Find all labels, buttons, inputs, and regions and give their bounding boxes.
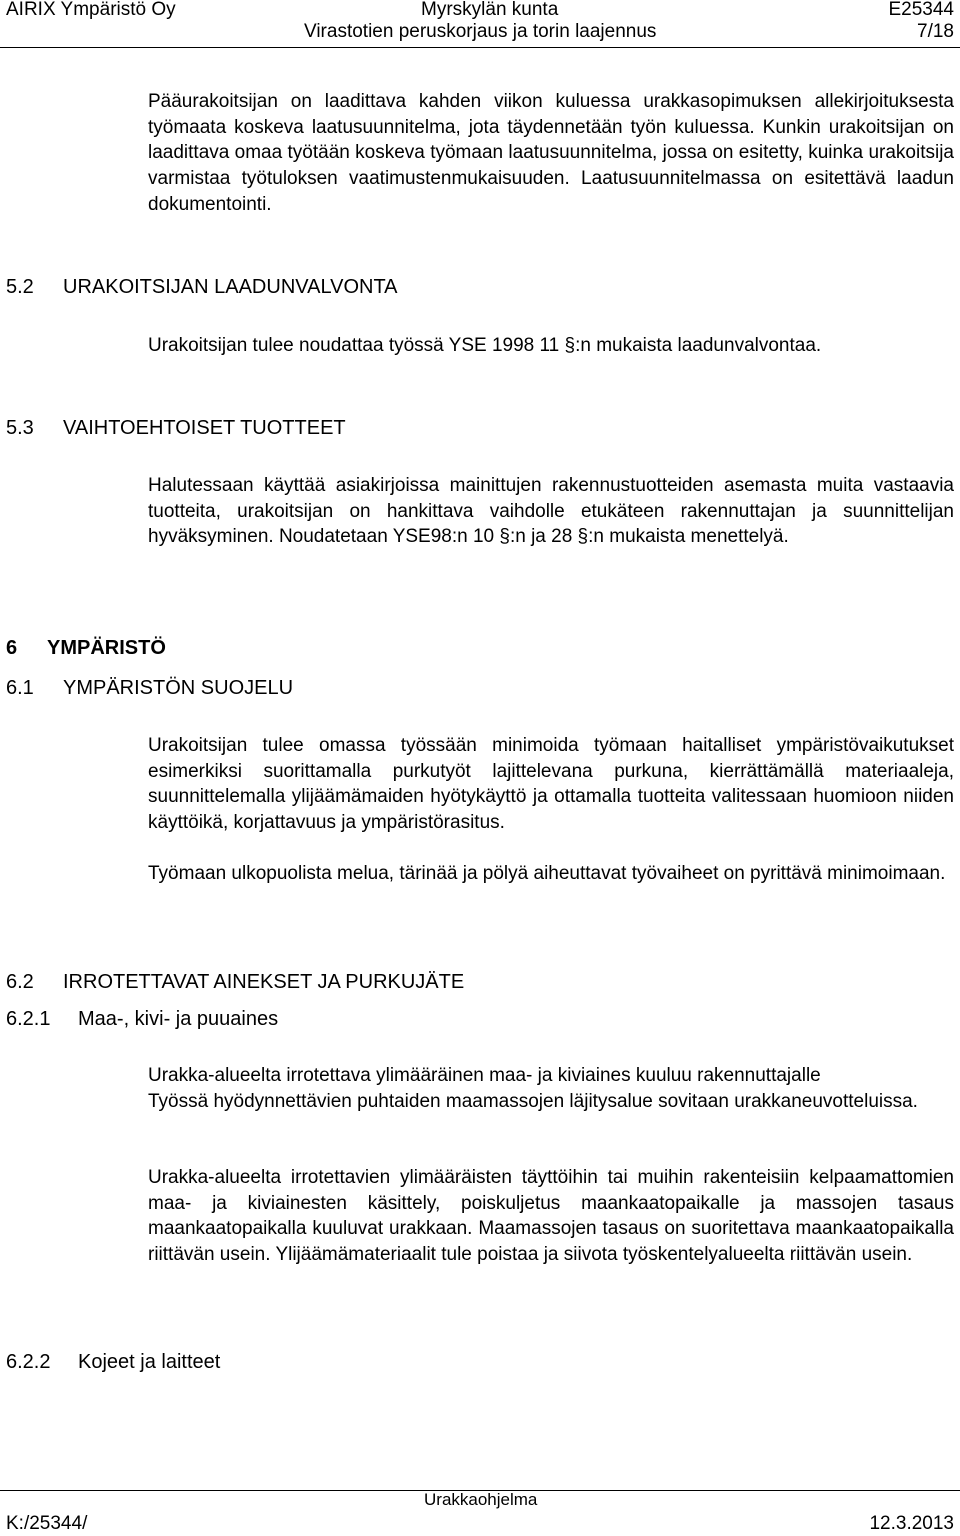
- header-project-title: Virastotien peruskorjaus ja torin laajennus: [304, 21, 657, 42]
- section-5-3-text: Halutessaan käyttää asiakirjoissa mainittujen rakennustuotteiden asemasta muita vastaavia tuotteita, urakoitsijan on hankittava vaihdolle etukäteen rakennuttajan ja suunnittelijan hyväksyminen. Noudatetaan YSE98:n 10 §:n ja 28 §:n mukaista menettelyä.: [148, 475, 954, 548]
- section-6-2-1-title: Maa-, kivi- ja puuaines: [78, 1008, 279, 1030]
- section-6-2-number: 6.2: [6, 971, 34, 993]
- header-municipality: Myrskylän kunta: [421, 0, 559, 20]
- footer-date: 12.3.2013: [869, 1513, 954, 1534]
- section-5-3-number: 5.3: [6, 417, 34, 439]
- section-6-2-1-text-1-line-2: Työssä hyödynnettävien puhtaiden maamassojen läjitysalue sovitaan urakkaneuvotteluissa.: [148, 1091, 918, 1112]
- intro-paragraph: Pääurakoitsijan on laadittava kahden viikon kuluessa urakkasopimuksen allekirjoituksesta työmaata koskeva laatusuunnitelma, jota täydennetään työn kuluessa. Kunkin urakoitsijan on laadittava omaa työtään koskeva työmaan laatusuunnitelma, jossa on esitetty, kuinka urakoitsija varmistaa työtuloksen vaatimustenmukaisuuden. Laatusuunnitelmassa on esitettävä laadun dokumentointi.: [148, 91, 954, 215]
- header-page-number: 7/18: [917, 21, 954, 42]
- section-6-2-1-text-1-line-1: Urakka-alueelta irrotettava ylimääräinen maa- ja kiviaines kuuluu rakennuttajalle: [148, 1065, 821, 1086]
- section-6-2-title: IRROTETTAVAT AINEKSET JA PURKUJÄTE: [63, 971, 465, 993]
- section-6-1-title: YMPÄRISTÖN SUOJELU: [63, 677, 294, 699]
- footer-path: K:/25344/: [6, 1513, 88, 1534]
- section-6-1-text-1: Urakoitsijan tulee omassa työssään minimoida työmaan haitalliset ympäristövaikutukset esimerkiksi suorittamalla purkutyöt lajittelevana purkuna, kierrättämällä materiaaleja, suunnittelemalla ylijäämämaiden hyötykäyttö ja ottamalla tuotteita valitessaan huomioon niiden käyttöikä, korjattavuus ja ympäristörasitus.: [148, 735, 954, 834]
- header-divider: [0, 47, 960, 48]
- section-6-2-2-title: Kojeet ja laitteet: [78, 1351, 221, 1373]
- footer-doc-name: Urakkaohjelma: [424, 1490, 538, 1509]
- section-6-2-1-text-2: Urakka-alueelta irrotettavien ylimääräisten täyttöihin tai muihin rakenteisiin kelpaamattomien maa- ja kiviainesten käsittely, poiskuljetus maankaatopaikalle ja massojen tasaus maankaatopaikalla kuuluvat urakkaan. Maamassojen tasaus on suoritettava maankaatopaikalla riittävän usein. Ylijäämämateriaalit tule poistaa ja siivota työskentelyalueelta riittävän usein.: [148, 1167, 954, 1266]
- section-6-1-number: 6.1: [6, 677, 34, 699]
- header-project-code: E25344: [888, 0, 954, 20]
- section-6-1-text-2: Työmaan ulkopuolista melua, tärinää ja pölyä aiheuttavat työvaiheet on pyrittävä minimoimaan.: [148, 863, 946, 884]
- section-6-2-2-number: 6.2.2: [6, 1351, 51, 1373]
- header-company: AIRIX Ympäristö Oy: [6, 0, 176, 20]
- section-5-2-title: URAKOITSIJAN LAADUNVALVONTA: [63, 276, 398, 298]
- section-6-title: YMPÄRISTÖ: [47, 637, 166, 659]
- section-5-3-title: VAIHTOEHTOISET TUOTTEET: [63, 417, 346, 439]
- section-6-number: 6: [6, 637, 18, 659]
- section-5-2-number: 5.2: [6, 276, 34, 298]
- section-5-2-text: Urakoitsijan tulee noudattaa työssä YSE 1998 11 §:n mukaista laadunvalvontaa.: [148, 335, 822, 356]
- section-6-2-1-number: 6.2.1: [6, 1008, 51, 1030]
